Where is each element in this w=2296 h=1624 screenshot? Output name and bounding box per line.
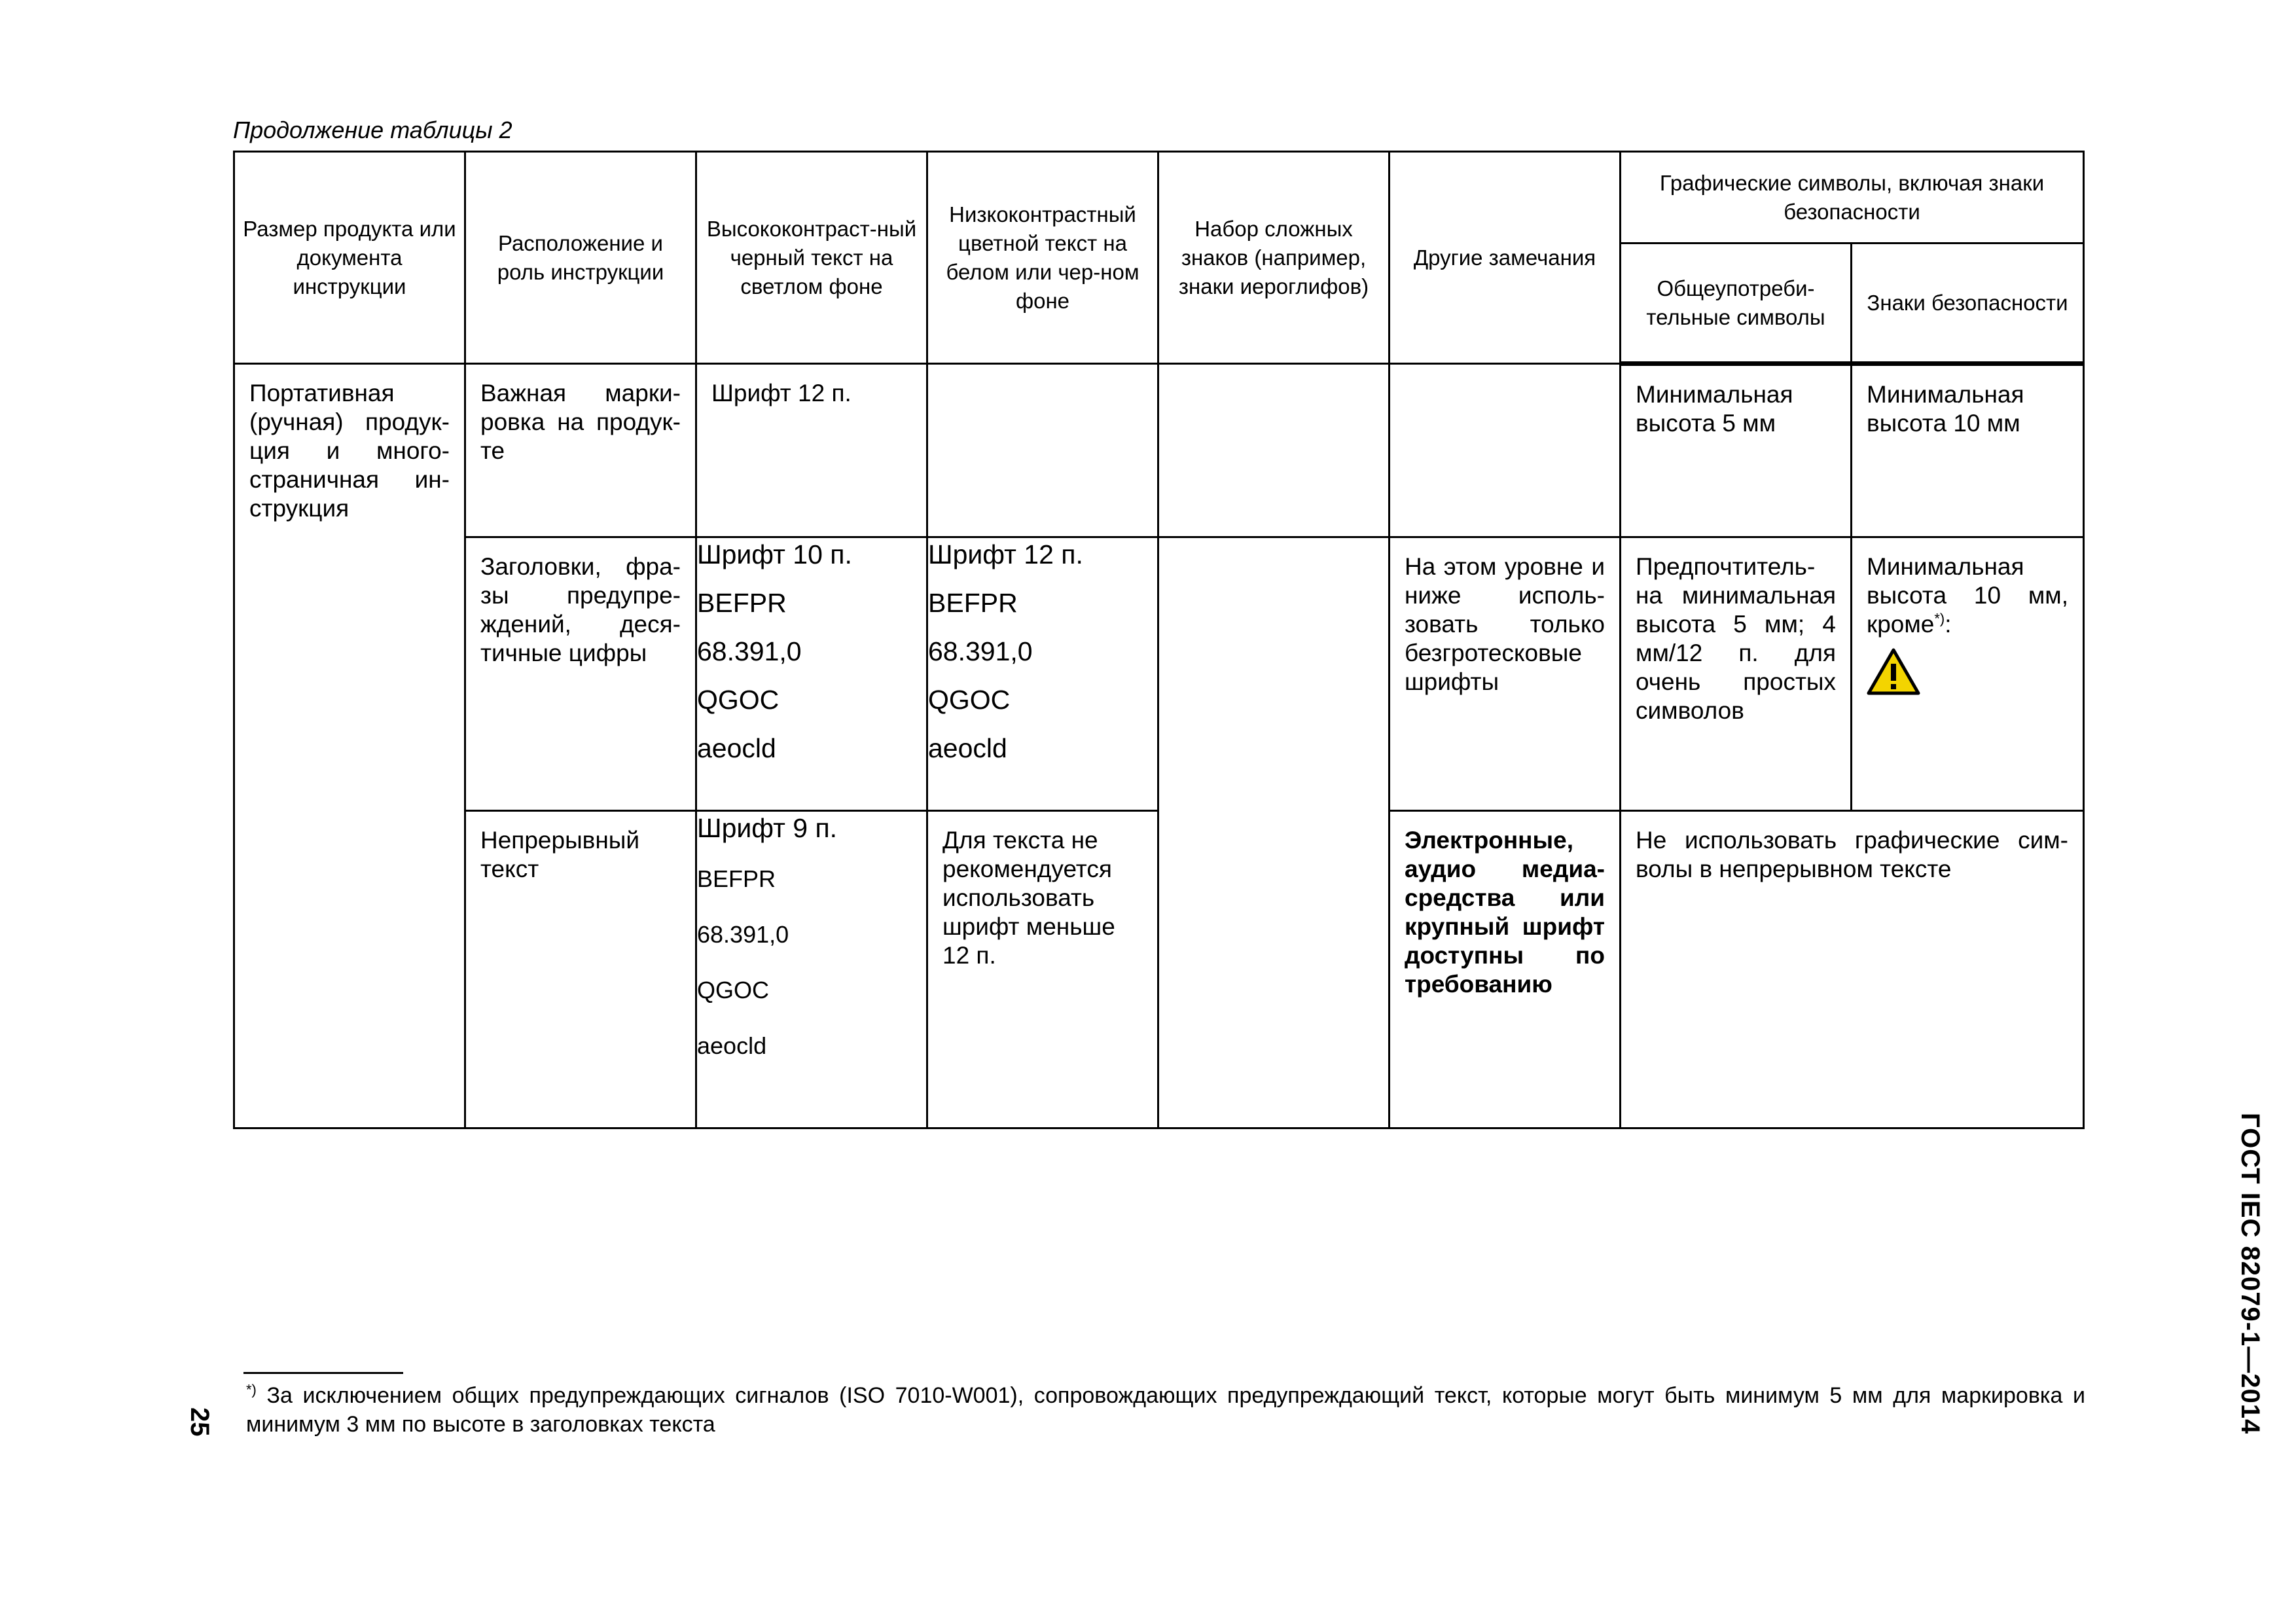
footnote-rule: [243, 1372, 403, 1374]
requirements-table: [233, 151, 2085, 1129]
header-safety-signs: Знаки безопасности: [1852, 244, 2084, 364]
cell-r2-notes: На этом уровне и ниже исполь-зовать только безгротесковые шрифты: [1390, 537, 1621, 811]
header-common-symbols: Общеупотреби-тельные символы: [1621, 244, 1852, 364]
sample-lowercase: aeocld: [928, 733, 1007, 763]
cell-r1-complex: [1158, 364, 1390, 537]
warning-triangle-icon: [1867, 648, 1920, 695]
footnote-ref: *): [1934, 610, 1945, 627]
header-low-contrast: Низкоконтрастный цветной текст на белом или чер-ном фоне: [927, 152, 1158, 364]
cell-r1-role: Важная марки-ровка на продук-те: [465, 364, 696, 537]
standard-code: ГОСТ IEC 82079-1—2014: [2236, 1113, 2265, 1435]
footnote-text: За исключением общих предупреждающих сигналов (ISO 7010-W001), сопровождающих предупреждающий текст, которые могут быть минимум 5 мм для маркировка и минимум 3 мм по высоте в заголовках текста: [246, 1383, 2085, 1437]
cell-r1-low: [927, 364, 1158, 537]
sample-digits: 68.391,0: [697, 921, 789, 948]
cell-r2-low: [927, 537, 1158, 811]
font-size-label: Шрифт 12 п.: [928, 539, 1083, 569]
cell-r2-role: Заголовки, фра-зы предупре-ждений, деся-тичные цифры: [465, 537, 696, 811]
sample-lowercase: aeocld: [697, 733, 776, 763]
table-caption: Продолжение таблицы 2: [233, 117, 512, 143]
cell-r1-safety: Минимальная высота 10 мм: [1852, 364, 2084, 537]
cell-r3-symbols: Не использовать графические сим-волы в непрерывном тексте: [1621, 811, 2084, 1128]
header-complex-chars: Набор сложных знаков (например, знаки иероглифов): [1158, 152, 1390, 364]
header-role: Расположение и роль инструкции: [465, 152, 696, 364]
cell-r2-high: [696, 537, 927, 811]
header-product-size: Размер продукта или документа инструкции: [234, 152, 465, 364]
sample-digits: 68.391,0: [697, 636, 802, 666]
cell-r2-safety: [1852, 537, 2084, 811]
footnote-mark: *): [246, 1381, 257, 1398]
cell-r3-role: Непрерывный текст: [465, 811, 696, 1128]
cell-r23-complex: [1158, 537, 1390, 1128]
sample-round: QGOC: [928, 685, 1011, 715]
sample-uppercase: BEFPR: [697, 865, 776, 892]
font-size-label: Шрифт 10 п.: [697, 539, 852, 569]
safety-text: Минимальная высота 10 мм, кроме: [1867, 553, 2069, 638]
page-number: 25: [185, 1407, 214, 1437]
sample-round: QGOC: [697, 685, 780, 715]
header-graphic-symbols: Графические символы, включая знаки безопасности: [1621, 152, 2084, 244]
cell-r2-symbols: Предпочтитель-на минимальная высота 5 мм; 4 мм/12 п. для очень простых символов: [1621, 537, 1852, 811]
sample-uppercase: BEFPR: [697, 588, 787, 618]
sample-digits: 68.391,0: [928, 636, 1033, 666]
cell-r1-high: Шрифт 12 п.: [696, 364, 927, 537]
header-high-contrast: Высококонтраст-ный черный текст на светлом фоне: [696, 152, 927, 364]
sample-lowercase: aeocld: [697, 1032, 767, 1059]
cell-r3-low: Для текста не рекомендуется использовать шрифт меньше 12 п.: [927, 811, 1158, 1128]
footnote: [246, 1381, 2085, 1439]
safety-colon: :: [1945, 611, 1952, 638]
sample-round: QGOC: [697, 977, 770, 1003]
cell-r3-high: [696, 811, 927, 1128]
sample-uppercase: BEFPR: [928, 588, 1018, 618]
cell-r1-notes: [1390, 364, 1621, 537]
cell-product: Портативная (ручная) продук-ция и много-страничная ин-струкция: [234, 364, 465, 1128]
cell-r1-symbols: Минимальная высота 5 мм: [1621, 364, 1852, 537]
header-other-notes: Другие замечания: [1390, 152, 1621, 364]
cell-r3-notes: Электронные, аудио медиа-средства или крупный шрифт доступны по требованию: [1390, 811, 1621, 1128]
font-size-label: Шрифт 9 п.: [697, 813, 838, 843]
